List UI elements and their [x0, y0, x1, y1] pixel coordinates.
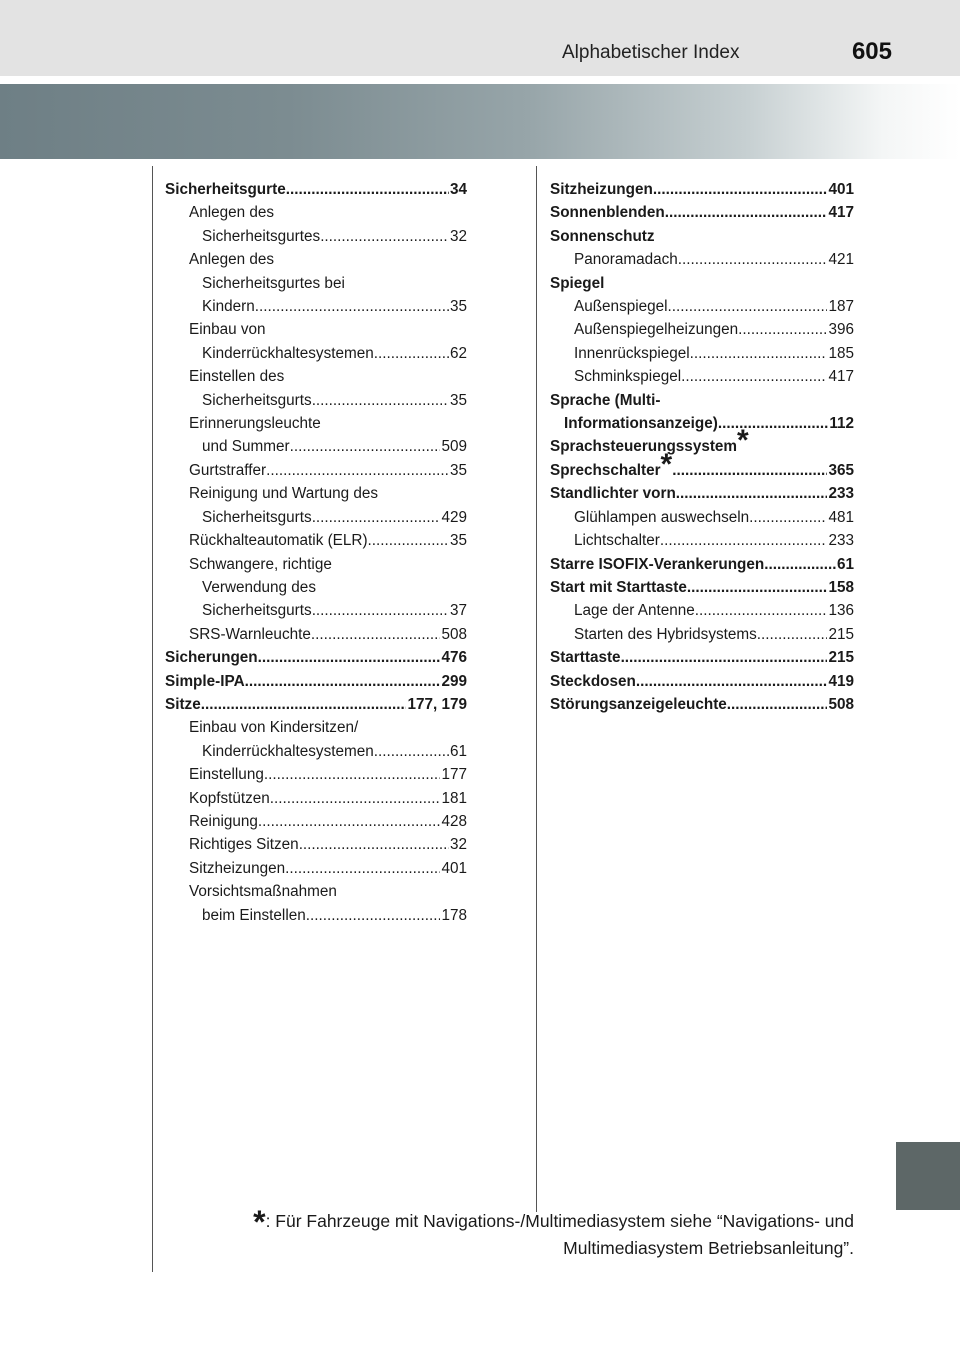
- page-reference: 61: [449, 742, 467, 760]
- index-term: beim Einstellen: [202, 906, 306, 924]
- dot-leader: [678, 248, 828, 271]
- dot-leader: [374, 342, 449, 365]
- index-term: Spiegel: [550, 274, 605, 292]
- page-header-title: Alphabetischer Index: [562, 42, 740, 63]
- index-entry-line: [189, 482, 467, 505]
- dot-leader: [718, 412, 828, 435]
- page-reference: 429: [441, 508, 467, 526]
- dot-leader: [286, 178, 449, 201]
- index-entry: [550, 389, 854, 436]
- section-thumb-tab: [896, 1142, 960, 1210]
- index-entry-line: [165, 693, 467, 716]
- index-entry: [550, 670, 854, 693]
- index-term: Starre ISOFIX-Verankerungen: [550, 555, 765, 573]
- index-term: und Summer: [202, 438, 290, 456]
- index-entry-line: [189, 740, 467, 763]
- index-entry: [550, 576, 854, 599]
- index-term: Sitzheizungen: [189, 859, 286, 877]
- index-term: Kopfstützen: [189, 789, 270, 807]
- index-term: Sitzheizungen: [550, 181, 653, 198]
- page-reference: 215: [828, 649, 854, 667]
- dot-leader: [255, 295, 449, 318]
- index-subentry: [165, 810, 467, 833]
- dot-leader: [270, 787, 441, 810]
- index-term: Sprechschalter: [550, 461, 661, 479]
- index-entry-line: [574, 295, 854, 318]
- dot-leader: [636, 670, 828, 693]
- page-reference: 178: [441, 906, 467, 924]
- dot-leader: [290, 435, 441, 458]
- index-entry-line: [189, 623, 467, 646]
- page-reference: 421: [828, 251, 854, 269]
- index-subentry: [550, 342, 854, 365]
- index-entry: [550, 553, 854, 576]
- footnote: [200, 1204, 854, 1262]
- dot-leader: [299, 833, 449, 856]
- index-entry-line: [189, 763, 467, 786]
- index-entry-line: [165, 670, 467, 693]
- page-reference: 509: [441, 438, 467, 456]
- index-term: Glühlampen auswechseln: [574, 508, 750, 526]
- index-entry-line: [189, 576, 467, 599]
- index-entry-line: [574, 318, 854, 341]
- index-term: Sicherheitsgurtes: [202, 227, 321, 245]
- dot-leader: [749, 506, 827, 529]
- index-entry-line: [550, 225, 854, 248]
- index-subentry: [550, 623, 854, 646]
- page-reference: 476: [441, 649, 467, 667]
- index-subentry: [165, 763, 467, 786]
- index-term: Lage der Antenne: [574, 602, 695, 620]
- index-entry-line: [189, 599, 467, 622]
- index-column-left: [165, 178, 467, 927]
- dot-leader: [738, 318, 827, 341]
- page-reference: 136: [828, 602, 854, 620]
- index-entry-line: [189, 810, 467, 833]
- index-term: Kindern: [202, 298, 255, 316]
- page-reference: 35: [449, 532, 467, 550]
- page-reference: 481: [828, 508, 854, 526]
- index-entry-line: [550, 670, 854, 693]
- index-entry-line: [574, 623, 854, 646]
- page-reference: 35: [449, 461, 467, 479]
- dot-leader: [660, 529, 828, 552]
- index-term: Außenspiegelheizungen: [574, 321, 739, 339]
- footnote-asterisk: *: [660, 447, 673, 481]
- index-term: Panoramadach: [574, 251, 678, 269]
- page-reference: 508: [828, 695, 854, 713]
- dot-leader: [258, 646, 441, 669]
- index-entry-line: [189, 787, 467, 810]
- index-subentry: [550, 248, 854, 271]
- index-entry-line: [189, 435, 467, 458]
- dot-leader: [727, 693, 828, 716]
- index-term: Sonnenblenden: [550, 204, 665, 222]
- dot-leader: [665, 201, 828, 224]
- dot-leader: [757, 623, 828, 646]
- index-entry: [550, 272, 854, 295]
- index-entry-line: [550, 553, 854, 576]
- index-term: Einstellen des: [189, 368, 285, 386]
- dot-leader: [264, 763, 441, 786]
- page-reference: 419: [828, 672, 854, 690]
- index-entry-line: [189, 553, 467, 576]
- index-entry-line: [189, 272, 467, 295]
- index-term: Sicherheitsgurts: [202, 508, 312, 526]
- index-entry-line: [550, 646, 854, 669]
- index-subentry: [165, 248, 467, 318]
- page-reference: 233: [828, 485, 854, 503]
- index-term: Verwendung des: [202, 578, 316, 596]
- index-entry: [165, 670, 467, 693]
- page-reference: 158: [828, 578, 854, 596]
- dot-leader: [687, 576, 828, 599]
- page-reference: 32: [449, 836, 467, 854]
- index-entry-line: [189, 904, 467, 927]
- index-subentry: [165, 553, 467, 623]
- page-reference: 61: [836, 555, 854, 573]
- index-entry-line: [189, 342, 467, 365]
- page-reference: 34: [449, 181, 467, 198]
- index-entry-line: [189, 225, 467, 248]
- index-term: Vorsichtsmaßnahmen: [189, 883, 337, 901]
- index-entry-line: [189, 459, 467, 482]
- page-reference: 365: [828, 461, 854, 479]
- footnote-line-2: Multimediasystem Betriebsanleitung”.: [563, 1238, 854, 1258]
- index-entry: [550, 225, 854, 248]
- index-subentry: [165, 365, 467, 412]
- index-subentry: [165, 880, 467, 927]
- page-reference: 112: [829, 415, 854, 433]
- page-reference: 32: [449, 227, 467, 245]
- dot-leader: [312, 506, 441, 529]
- index-subentry: [550, 295, 854, 318]
- index-entry-line: [189, 412, 467, 435]
- page-reference: 417: [828, 204, 854, 222]
- page-reference: 181: [441, 789, 467, 807]
- index-entry: [165, 646, 467, 669]
- index-entry: [165, 178, 467, 201]
- index-term: Einstellung: [189, 766, 264, 784]
- page-reference: 401: [828, 181, 854, 198]
- footnote-asterisk: *: [253, 1204, 266, 1240]
- column-divider: [536, 166, 537, 1212]
- index-entry-line: [189, 389, 467, 412]
- header-banner: [0, 84, 960, 159]
- index-entry-line: [189, 857, 467, 880]
- index-term: Gurtstraffer: [189, 461, 267, 479]
- page-reference: 215: [828, 625, 854, 643]
- index-entry-line: [574, 365, 854, 388]
- index-entry-line: [189, 295, 467, 318]
- page-number: 605: [851, 38, 892, 65]
- dot-leader: [676, 482, 828, 505]
- dot-leader: [690, 342, 828, 365]
- index-entry-line: [189, 716, 467, 739]
- index-subentry: [550, 529, 854, 552]
- index-term: Informationsanzeige): [564, 415, 718, 433]
- index-entry-line: [550, 693, 854, 716]
- left-margin-rule: [152, 166, 153, 1272]
- index-subentry: [165, 787, 467, 810]
- index-entry-line: [574, 248, 854, 271]
- index-entry-line: [550, 178, 854, 201]
- index-term: Starten des Hybridsystems: [574, 625, 757, 643]
- index-term: Sicherheitsgurts: [202, 391, 312, 409]
- index-entry-line: [189, 880, 467, 903]
- dot-leader: [668, 295, 828, 318]
- index-entry-line: [574, 342, 854, 365]
- index-entry: [550, 178, 854, 201]
- index-entry: [550, 646, 854, 669]
- index-term: Sonnenschutz: [550, 227, 655, 245]
- dot-leader: [672, 459, 827, 482]
- index-term: Störungsanzeigeleuchte: [550, 695, 727, 713]
- index-term: Einbau von Kindersitzen/: [189, 719, 359, 737]
- index-entry-line: [550, 576, 854, 599]
- page-reference: 417: [828, 368, 854, 386]
- dot-leader: [266, 459, 449, 482]
- index-entry-line: [189, 506, 467, 529]
- index-subentry: [165, 459, 467, 482]
- page-reference: 187: [828, 298, 854, 316]
- footnote-line-1: [200, 1204, 854, 1240]
- dot-leader: [245, 670, 441, 693]
- page-reference: 233: [828, 532, 854, 550]
- dot-leader: [653, 178, 828, 201]
- index-entry: [550, 693, 854, 716]
- dot-leader: [312, 389, 449, 412]
- index-subentry: [165, 318, 467, 365]
- index-term: Kinderrückhaltesystemen: [202, 344, 374, 362]
- index-entry-line: [165, 178, 467, 201]
- page-reference: 401: [441, 859, 467, 877]
- index-entry-line: [165, 646, 467, 669]
- index-term: Richtiges Sitzen: [189, 836, 299, 854]
- dot-leader: [374, 740, 449, 763]
- index-entry: [550, 482, 854, 505]
- dot-leader: [201, 693, 407, 716]
- index-entry-line: [550, 389, 854, 412]
- index-entry-line: [574, 506, 854, 529]
- index-entry-line: [574, 599, 854, 622]
- page-reference: 508: [441, 625, 467, 643]
- page-reference: 37: [449, 602, 467, 620]
- index-subentry: [165, 623, 467, 646]
- index-term: Sicherheitsgurtes bei: [202, 274, 345, 292]
- index-subentry: [165, 716, 467, 763]
- index-entry-line: [550, 272, 854, 295]
- index-subentry: [165, 529, 467, 552]
- index-subentry: [550, 506, 854, 529]
- dot-leader: [312, 599, 449, 622]
- page-reference: 185: [828, 344, 854, 362]
- index-term: Starttaste: [550, 649, 621, 667]
- index-term: Sicherheitsgurte: [165, 181, 286, 198]
- index-term: Reinigung und Wartung des: [189, 485, 379, 503]
- page-reference: 396: [828, 321, 854, 339]
- index-term: Sicherungen: [165, 649, 258, 667]
- dot-leader: [695, 599, 828, 622]
- index-subentry: [550, 365, 854, 388]
- page-reference: 35: [449, 391, 467, 409]
- index-entry-line: [189, 833, 467, 856]
- footnote-asterisk: *: [737, 424, 749, 458]
- dot-leader: [764, 553, 836, 576]
- index-subentry: [165, 201, 467, 248]
- index-term: Anlegen des: [189, 204, 275, 222]
- dot-leader: [306, 904, 441, 927]
- index-entry: [165, 693, 467, 716]
- dot-leader: [258, 810, 441, 833]
- dot-leader: [621, 646, 828, 669]
- index-subentry: [165, 833, 467, 856]
- index-term: Simple-IPA: [165, 672, 245, 690]
- dot-leader: [368, 529, 449, 552]
- page-reference: 177, 179: [407, 695, 467, 713]
- index-term: Kinderrückhaltesystemen: [202, 742, 374, 760]
- index-column-right: [550, 178, 854, 716]
- dot-leader: [320, 225, 449, 248]
- index-term: Start mit Starttaste: [550, 578, 687, 596]
- index-entry-line: [189, 529, 467, 552]
- index-entry-line: [189, 318, 467, 341]
- footnote-text-1: : Für Fahrzeuge mit Navigations-/Multimediasystem siehe “Navigations- und: [265, 1211, 854, 1231]
- index-term: Außenspiegel: [574, 298, 668, 316]
- page-reference: 35: [449, 298, 467, 316]
- page-reference: 428: [441, 812, 467, 830]
- index-entry-line: [550, 482, 854, 505]
- index-term: Anlegen des: [189, 251, 275, 269]
- index-term: Sitze: [165, 695, 201, 713]
- index-term: Sicherheitsgurts: [202, 602, 312, 620]
- index-entry-line: [574, 529, 854, 552]
- index-term: Reinigung: [189, 812, 258, 830]
- index-term: Standlichter vorn: [550, 485, 676, 503]
- index-subentry: [550, 599, 854, 622]
- index-term: SRS-Warnleuchte: [189, 625, 311, 643]
- index-subentry: [165, 857, 467, 880]
- dot-leader: [681, 365, 827, 388]
- index-subentry: [165, 412, 467, 459]
- index-term: Lichtschalter: [574, 532, 660, 550]
- index-term: Schminkspiegel: [574, 368, 682, 386]
- page-reference: 62: [449, 344, 467, 362]
- dot-leader: [285, 857, 440, 880]
- index-entry-line: [189, 365, 467, 388]
- index-term: Schwangere, richtige: [189, 555, 332, 573]
- index-term: Innenrückspiegel: [574, 344, 690, 362]
- index-term: Erinnerungsleuchte: [189, 415, 321, 433]
- index-subentry: [550, 318, 854, 341]
- index-term: Sprache (Multi-: [550, 391, 661, 409]
- index-entry-line: [189, 248, 467, 271]
- index-subentry: [165, 482, 467, 529]
- index-term: Sprachsteuerungssystem: [550, 438, 738, 456]
- index-term: Steckdosen: [550, 672, 636, 690]
- index-entry-line: [189, 201, 467, 224]
- index-entry-line: [550, 201, 854, 224]
- dot-leader: [311, 623, 441, 646]
- index-entry: [550, 201, 854, 224]
- page-reference: 299: [441, 672, 467, 690]
- index-term: Einbau von: [189, 321, 266, 339]
- page-reference: 177: [441, 766, 467, 784]
- index-entry-line: [550, 412, 854, 435]
- index-term: Rückhalteautomatik (ELR): [189, 532, 368, 550]
